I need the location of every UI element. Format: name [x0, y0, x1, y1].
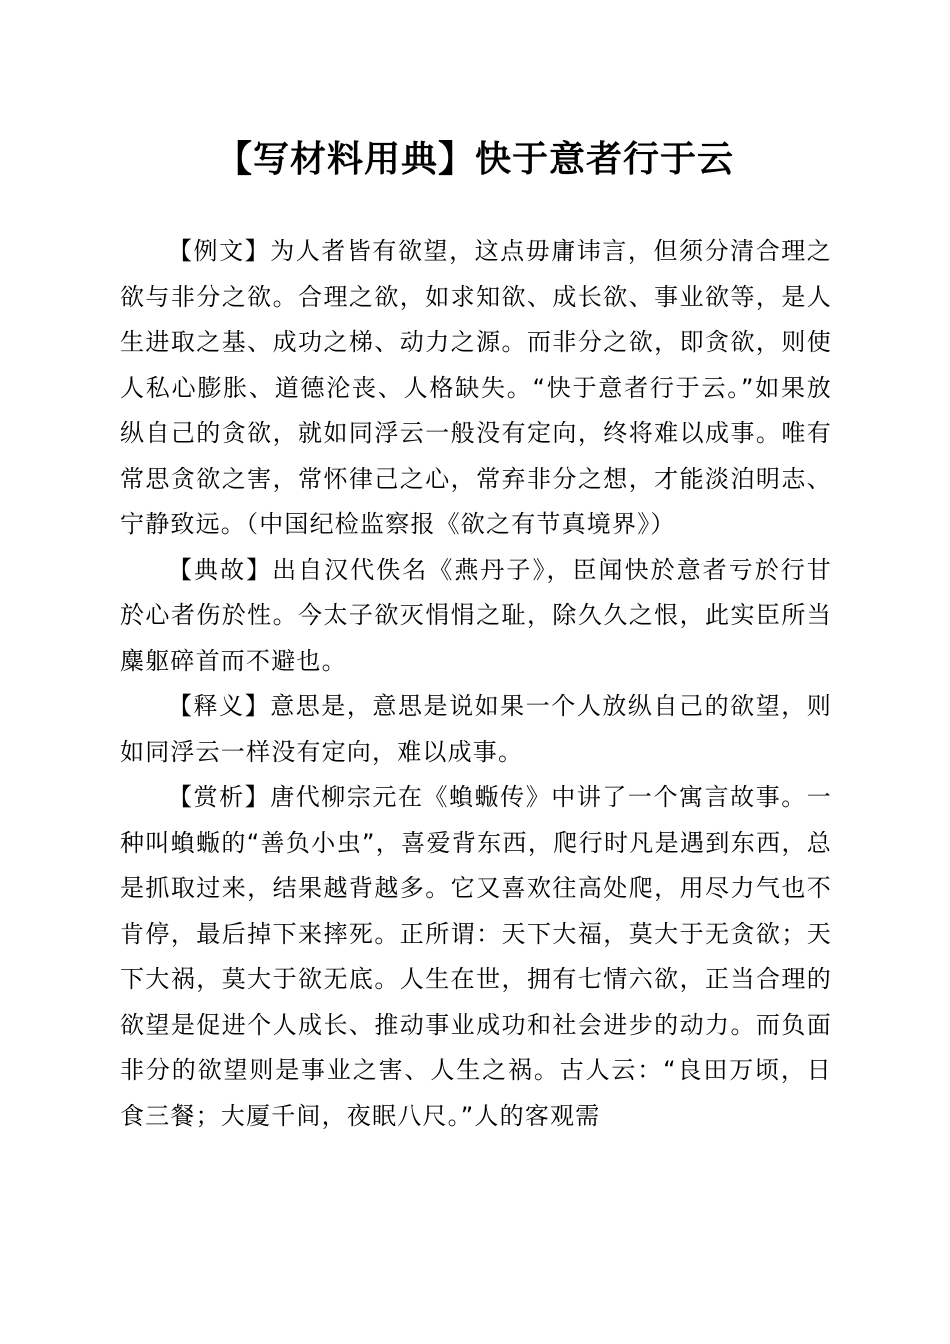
paragraph-interpretation: 【释义】意思是，意思是说如果一个人放纵自己的欲望，则如同浮云一样没有定向，难以成事。 — [120, 692, 832, 766]
document-title: 【写材料用典】快于意者行于云 — [215, 138, 734, 180]
document-body — [120, 229, 832, 1139]
paragraph-example: 【例文】为人者皆有欲望，这点毋庸讳言，但须分清合理之欲与非分之欲。合理之欲，如求知欲、成长欲、事业欲等，是人生进取之基、成功之梯、动力之源。而非分之欲，即贪欲，则使人私心膨胀、道德沦丧、人格缺失。“快于意者行于云。”如果放纵自己的贪欲，就如同浮云一般没有定向，终将难以成事。唯有常思贪欲之害，常怀律己之心，常弃非分之想，才能淡泊明志、宁静致远。（中国纪检监察报《欲之有节真境界》） — [120, 237, 832, 538]
paragraph-appreciation: 【赏析】唐代柳宗元在《蝜蝂传》中讲了一个寓言故事。一种叫蝜蝂的“善负小虫”，喜爱背东西，爬行时凡是遇到东西，总是抓取过来，结果越背越多。它又喜欢往高处爬，用尽力气也不肯停，最后掉下来摔死。正所谓：天下大福，莫大于无贪欲；天下大祸，莫大于欲无底。人生在世，拥有七情六欲，正当合理的欲望是促进个人成长、推动事业成功和社会进步的动力。而负面非分的欲望则是事业之害、人生之祸。古人云：“良田万顷，日食三餐；大厦千间，夜眠八尺。”人的客观需 — [120, 783, 832, 1130]
paragraph-allusion: 【典故】出自汉代佚名《燕丹子》，臣闻快於意者亏於行甘於心者伤於性。今太子欲灭悁悁之耻，除久久之恨，此实臣所当麋躯碎首而不避也。 — [120, 555, 832, 675]
